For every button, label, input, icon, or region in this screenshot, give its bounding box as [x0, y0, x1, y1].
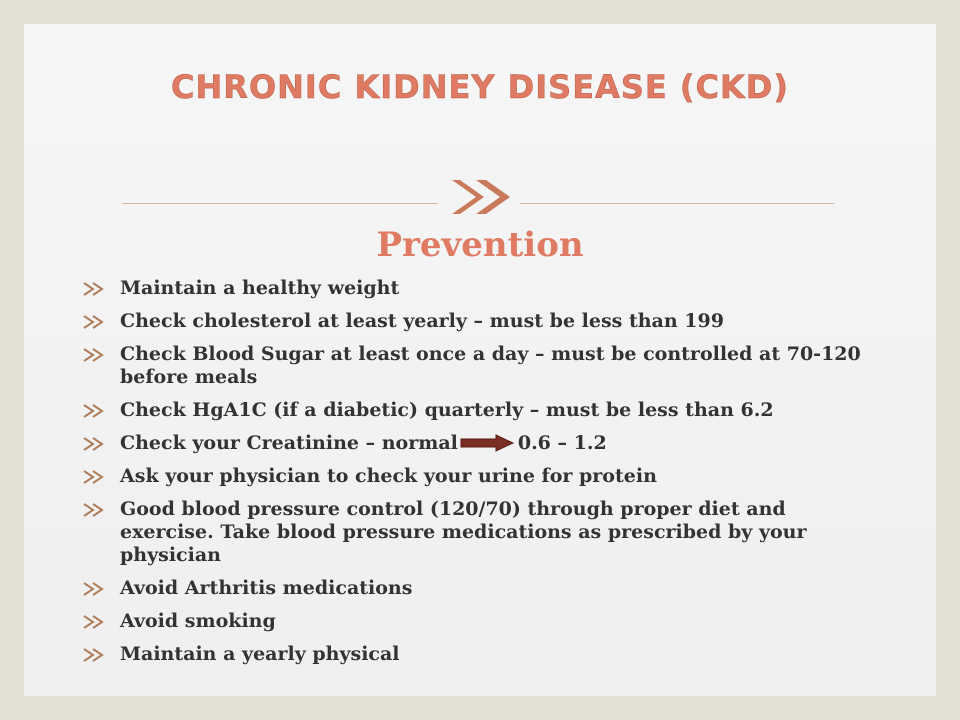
list-item-text: Ask your physician to check your urine for protein	[120, 465, 657, 487]
double-chevron-bullet-icon	[82, 403, 108, 419]
list-item	[82, 610, 882, 633]
list-item	[82, 343, 882, 389]
list-item-text: Check cholesterol at least yearly – must be less than 199	[120, 310, 724, 332]
double-chevron-bullet-icon	[82, 347, 108, 363]
list-item	[82, 310, 882, 333]
double-chevron-bullet-icon	[82, 469, 108, 485]
list-item	[82, 465, 882, 488]
list-item-text: Maintain a yearly physical	[120, 643, 400, 665]
list-item-text-after: 0.6 – 1.2	[517, 432, 607, 454]
list-item-text: Check Blood Sugar at least once a day – must be controlled at 70-120 before meals	[120, 343, 861, 388]
list-item	[82, 399, 882, 422]
prevention-list	[82, 277, 882, 676]
list-item-text: Good blood pressure control (120/70) through proper diet and exercise. Take blood pressure medications as prescribed by your physician	[120, 498, 807, 566]
list-item	[82, 643, 882, 666]
double-chevron-bullet-icon	[82, 581, 108, 597]
divider-left	[122, 203, 438, 204]
double-chevron-bullet-icon	[82, 281, 108, 297]
list-item	[82, 277, 882, 300]
double-chevron-ornament-icon	[446, 172, 516, 222]
list-item	[82, 577, 882, 600]
list-item-text-before: Check your Creatinine – normal	[120, 432, 458, 454]
list-item	[82, 432, 882, 455]
double-chevron-bullet-icon	[82, 314, 108, 330]
list-item-text: Check HgA1C (if a diabetic) quarterly – must be less than 6.2	[120, 399, 774, 421]
double-chevron-bullet-icon	[82, 502, 108, 518]
right-arrow-icon	[460, 434, 514, 452]
section-heading: Prevention	[376, 225, 584, 265]
slide-title: CHRONIC KIDNEY DISEASE (CKD)	[171, 68, 789, 106]
double-chevron-bullet-icon	[82, 436, 108, 452]
list-item-text: Avoid Arthritis medications	[120, 577, 413, 599]
divider-right	[520, 203, 834, 204]
double-chevron-bullet-icon	[82, 614, 108, 630]
list-item	[82, 498, 882, 567]
list-item-text: Maintain a healthy weight	[120, 277, 400, 299]
list-item-text: Avoid smoking	[120, 610, 276, 632]
double-chevron-bullet-icon	[82, 647, 108, 663]
